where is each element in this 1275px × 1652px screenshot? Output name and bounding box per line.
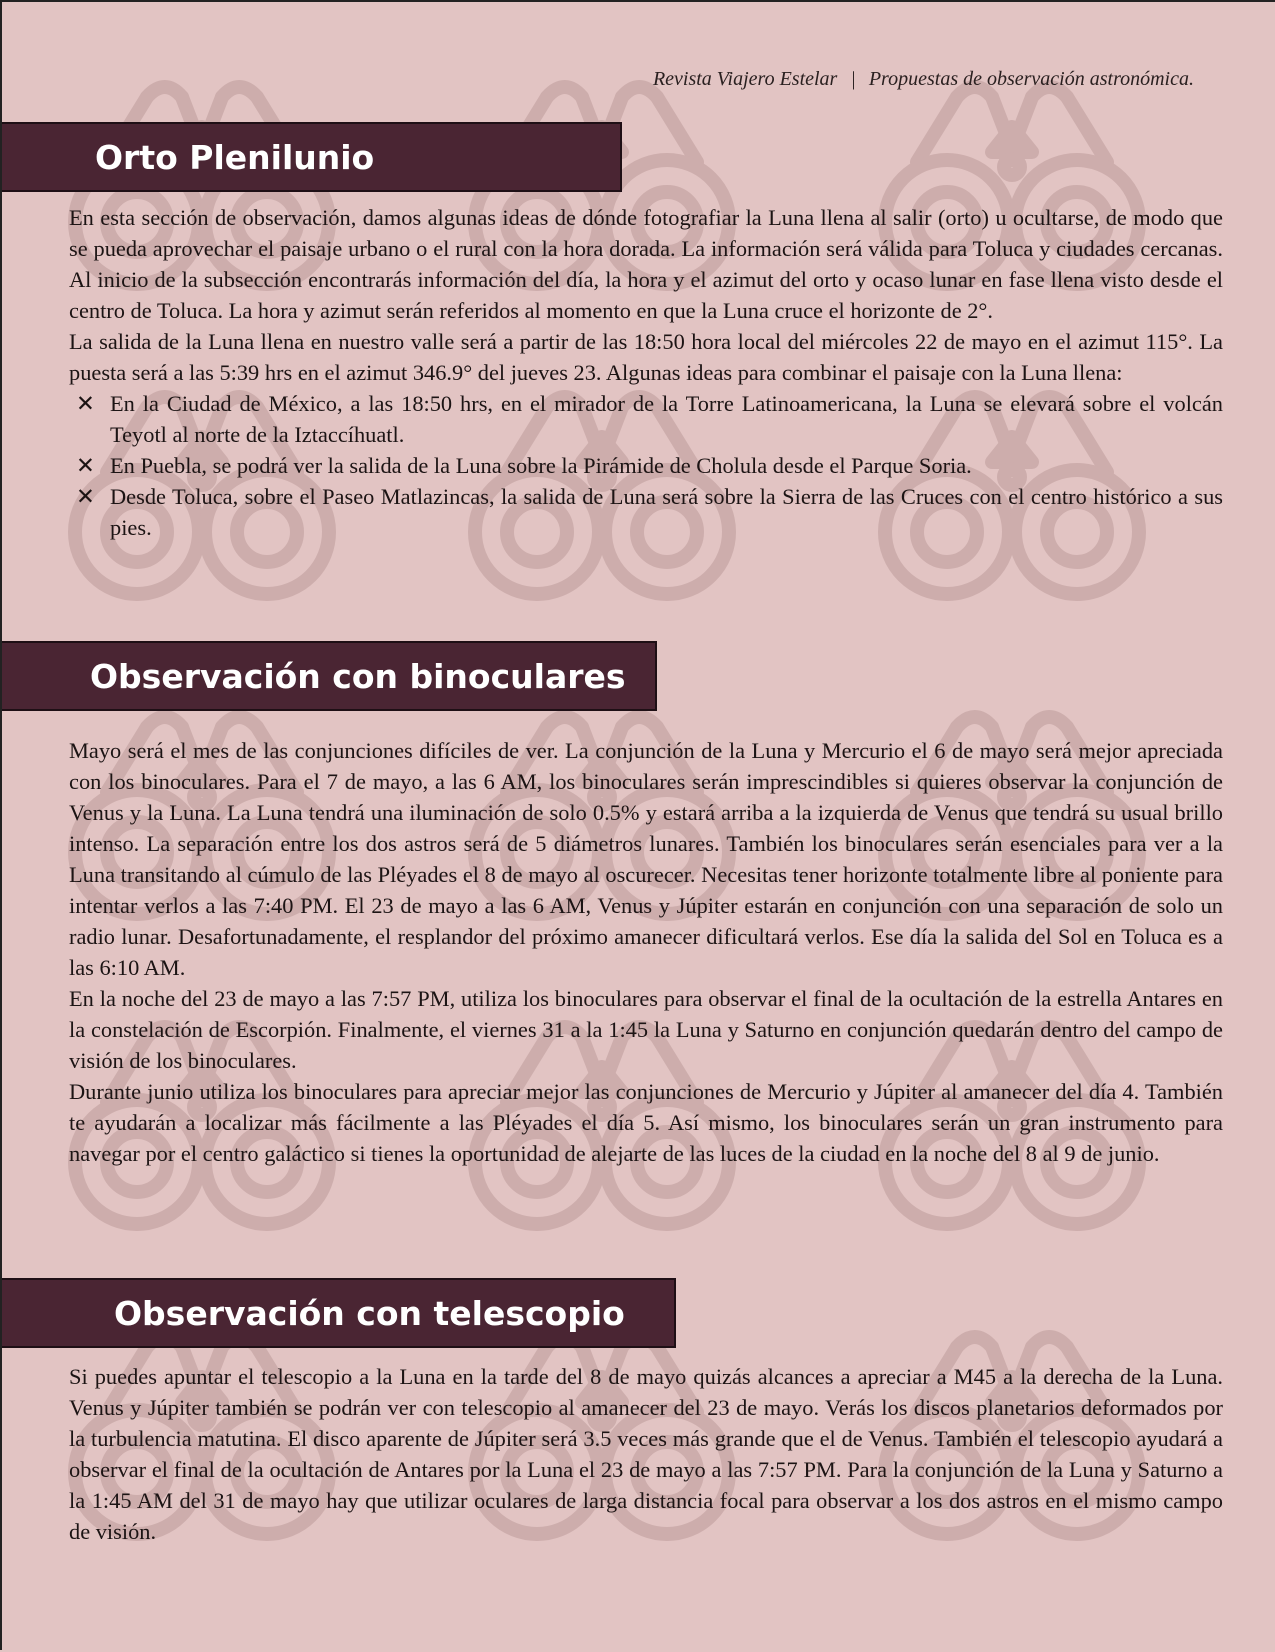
running-header — [653, 68, 1194, 91]
binoculares-body — [69, 735, 1223, 1169]
binoculares-paragraph-2: En la noche del 23 de mayo a las 7:57 PM, utiliza los binoculares para observar el final de la ocultación de la estrella Antares en la constelación de Escorpión. Finalmente, el viernes 31 a la 1:45 la Luna y Saturno en conjunción quedarán dentro del campo de visión de los binoculares. — [69, 986, 1223, 1073]
binoculares-paragraph-1: Mayo será el mes de las conjunciones difíciles de ver. La conjunción de la Luna y Mercurio el 6 de mayo será mejor apreciada con los binoculares. Para el 7 de mayo, a las 6 AM, los binoculares serán imprescindibles si quieres observar la conjunción de Venus y la Luna. La Luna tendrá una iluminación de solo 0.5% y estará arriba a la izquierda de Venus que tendrá su usual brillo intenso. La separación entre los dos astros será de 5 diámetros lunares. También los binoculares serán esenciales para ver a la Luna transitando al cúmulo de las Pléyades el 8 de mayo al oscurecer. Necesitas tener horizonte totalmente libre al poniente para intentar verlos a las 7:40 PM. El 23 de mayo a las 6 AM, Venus y Júpiter estarán en conjunción con una separación de solo un radio lunar. Desafortunadamente, el resplandor del próximo amanecer dificultará verlos. Ese día la salida del Sol en Toluca es a las 6:10 AM. — [69, 738, 1223, 980]
section-title-orto — [2, 122, 622, 192]
telescopio-title: Observación con telescopio — [114, 1293, 625, 1333]
x-bullet-icon: ✕ — [76, 484, 95, 509]
telescopio-body — [69, 1361, 1223, 1547]
x-bullet-icon: ✕ — [76, 453, 95, 478]
list-item — [69, 388, 1223, 450]
orto-paragraph-2: La salida de la Luna llena en nuestro valle será a partir de las 18:50 hora local del miércoles 22 de mayo en el azimut 115°. La puesta será a las 5:39 hrs en el azimut 346.9° del jueves 23. Algunas ideas para combinar el paisaje con la Luna llena: — [69, 329, 1223, 385]
list-item — [69, 450, 1223, 481]
bullet-text: En Puebla, se podrá ver la salida de la Luna sobre la Pirámide de Cholula desde el Parque Soria. — [110, 453, 972, 478]
binoculares-title: Observación con binoculares — [90, 656, 626, 696]
header-separator: | — [850, 68, 856, 90]
telescopio-paragraph-1: Si puedes apuntar el telescopio a la Luna en la tarde del 8 de mayo quizás alcances a apreciar a M45 a la derecha de la Luna. Venus y Júpiter también se podrán ver con telescopio al amanecer del 23 de mayo. Verás los discos planetarios deformados por la turbulencia matutina. El disco aparente de Júpiter será 3.5 veces más grande que el de Venus. También el telescopio ayudará a observar el final de la ocultación de Antares por la Luna el 23 de mayo a las 7:57 PM. Para la conjunción de la Luna y Saturno a la 1:45 AM del 31 de mayo hay que utilizar oculares de larga distancia focal para observar a los dos astros en el mismo campo de visión. — [69, 1364, 1223, 1544]
orto-bullet-list — [69, 388, 1223, 543]
x-bullet-icon: ✕ — [76, 391, 95, 416]
header-section: Propuestas de observación astronómica. — [868, 68, 1194, 90]
section-title-binoculares — [2, 641, 657, 711]
bullet-text: En la Ciudad de México, a las 18:50 hrs, en el mirador de la Torre Latinoamericana, la Luna se elevará sobre el volcán Teyotl al norte de la Iztaccíhuatl. — [110, 391, 1223, 447]
list-item — [69, 481, 1223, 543]
orto-paragraph-1: En esta sección de observación, damos algunas ideas de dónde fotografiar la Luna llena al salir (orto) u ocultarse, de modo que se pueda aprovechar el paisaje urbano o el rural con la hora dorada. La información será válida para Toluca y ciudades cercanas. Al inicio de la subsección encontrarás información del día, la hora y el azimut del orto y ocaso lunar en fase llena visto desde el centro de Toluca. La hora y azimut serán referidos al momento en que la Luna cruce el horizonte de 2°. — [69, 205, 1223, 323]
orto-title: Orto Plenilunio — [95, 137, 375, 177]
orto-body — [69, 202, 1223, 543]
binoculares-paragraph-3: Durante junio utiliza los binoculares para apreciar mejor las conjunciones de Mercurio y Júpiter al amanecer del día 4. También te ayudarán a localizar más fácilmente a las Pléyades el día 5. Así mismo, los binoculares serán un gran instrumento para navegar por el centro galáctico si tienes la oportunidad de alejarte de las luces de la ciudad en la noche del 8 al 9 de junio. — [69, 1079, 1223, 1166]
magazine-name: Revista Viajero Estelar — [652, 68, 838, 90]
bullet-text: Desde Toluca, sobre el Paseo Matlazincas, la salida de Luna será sobre la Sierra de las Cruces con el centro histórico a sus pies. — [110, 484, 1223, 540]
section-title-telescopio — [2, 1278, 676, 1348]
